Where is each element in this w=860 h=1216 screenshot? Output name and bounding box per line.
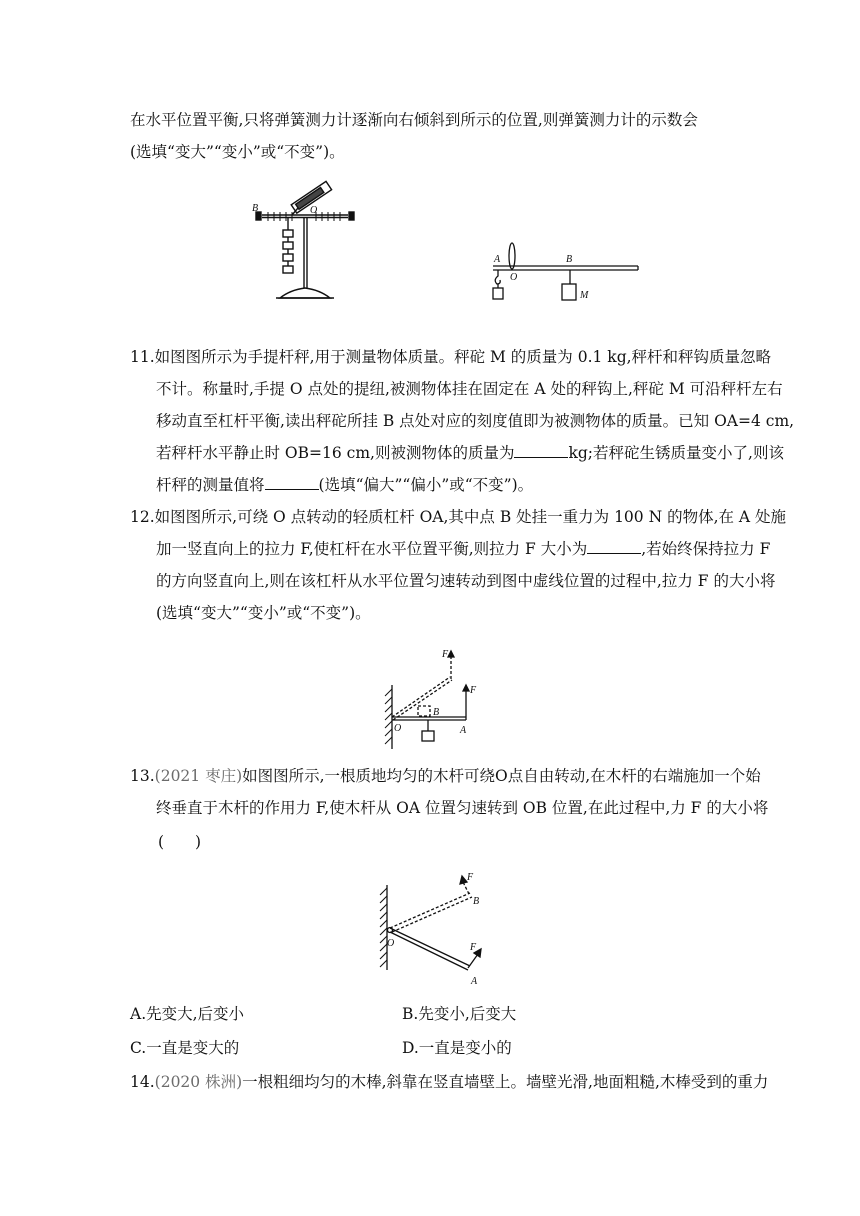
q14-number: 14. — [130, 1073, 155, 1091]
q14-line-1 — [130, 1071, 768, 1093]
q12-line-4: (选填“变大”“变小”或“不变”)。 — [156, 604, 371, 622]
q12-line-3: 的方向竖直向上,则在该杠杆从水平位置匀速转动到图中虚线位置的过程中,拉力 F 的大小将 — [156, 572, 776, 590]
intro-line-2: (选填“变大”“变小”或“不变”)。 — [130, 143, 345, 161]
fig1-label-o: O — [310, 205, 318, 216]
figure-q12-lever — [380, 645, 485, 750]
fig4-label-o: O — [387, 938, 395, 949]
q13-answer-bracket[interactable]: ( ) — [158, 833, 202, 851]
q12-answer-blank-1[interactable] — [587, 539, 641, 554]
q13-line-1 — [130, 765, 761, 787]
q12-line-2-part-b: ,若始终保持拉力 F — [641, 540, 771, 558]
option-d[interactable]: D.一直是变小的 — [402, 1039, 512, 1057]
fig3-label-f-right: F — [470, 685, 477, 696]
q14-source: (2020 株洲) — [154, 1073, 243, 1091]
q11-line-2: 不计。称量时,手提 O 点处的提纽,被测物体挂在固定在 A 处的秤钩上,秤砣 M 可沿秤杆左右 — [156, 380, 783, 398]
q11-line-5 — [156, 474, 533, 496]
fig2-label-a: A — [494, 254, 501, 265]
q11-answer-blank-2[interactable] — [265, 475, 319, 490]
fig4-label-f-top: F — [467, 872, 474, 883]
q12-line-1: 12.如图图所示,可绕 O 点转动的轻质杠杆 OA,其中点 B 处挂一重力为 100 N 的物体,在 A 处施 — [130, 508, 787, 526]
q11-line-3: 移动直至杠杆平衡,读出秤砣所挂 B 点处对应的刻度值即为被测物体的质量。已知 OA=4 cm, — [156, 412, 795, 430]
q11-answer-blank-1[interactable] — [514, 443, 568, 458]
option-c[interactable]: C.一直是变大的 — [130, 1039, 240, 1057]
fig4-label-a: A — [471, 976, 478, 987]
q11-line-4-part-a: 若秤杆水平静止时 OB=16 cm,则被测物体的质量为 — [156, 444, 515, 462]
figure-q13-rod — [375, 860, 495, 990]
q13-line-2: 终垂直于木杆的作用力 F,使木杆从 OA 位置匀速转到 OB 位置,在此过程中,力 F 的大小将 — [156, 799, 769, 817]
q11-line-4 — [156, 442, 784, 464]
figure-lever-stand — [250, 168, 360, 303]
fig1-label-b: B — [252, 203, 259, 214]
fig3-label-o: O — [394, 723, 402, 734]
fig4-label-f-bottom: F — [470, 942, 477, 953]
q11-line-5-part-a: 杆秤的测量值将 — [156, 476, 265, 494]
option-b[interactable]: B.先变小,后变大 — [402, 1005, 517, 1023]
fig3-label-b: B — [433, 707, 440, 718]
q13-source: (2021 枣庄) — [154, 767, 243, 785]
fig3-label-a: A — [460, 725, 467, 736]
intro-line-1: 在水平位置平衡,只将弹簧测力计逐渐向右倾斜到所示的位置,则弹簧测力计的示数会 — [130, 111, 698, 129]
fig2-label-m: M — [580, 290, 589, 301]
q11-line-4-part-b: kg;若秤砣生锈质量变小了,则该 — [568, 444, 784, 462]
q13-text-1: 如图图所示,一根质地均匀的木杆可绕O点自由转动,在木杆的右端施加一个始 — [242, 767, 761, 785]
figure-steelyard — [488, 240, 648, 305]
option-a[interactable]: A.先变大,后变小 — [130, 1005, 245, 1023]
fig3-label-f-top: F — [442, 649, 449, 660]
fig2-label-b: B — [566, 254, 573, 265]
q12-line-2 — [156, 538, 770, 560]
fig2-label-o: O — [510, 272, 518, 283]
q14-text-1: 一根粗细均匀的木棒,斜靠在竖直墙壁上。墙壁光滑,地面粗糙,木棒受到的重力 — [242, 1073, 769, 1091]
q11-line-1: 11.如图图所示为手提杆秤,用于测量物体质量。秤砣 M 的质量为 0.1 kg,秤杆和秤钩质量忽略 — [130, 348, 772, 366]
q13-number: 13. — [130, 767, 155, 785]
q11-line-5-part-b: (选填“偏大”“偏小”或“不变”)。 — [318, 476, 534, 494]
fig4-label-b: B — [473, 896, 480, 907]
q12-line-2-part-a: 加一竖直向上的拉力 F,使杠杆在水平位置平衡,则拉力 F 大小为 — [156, 540, 588, 558]
